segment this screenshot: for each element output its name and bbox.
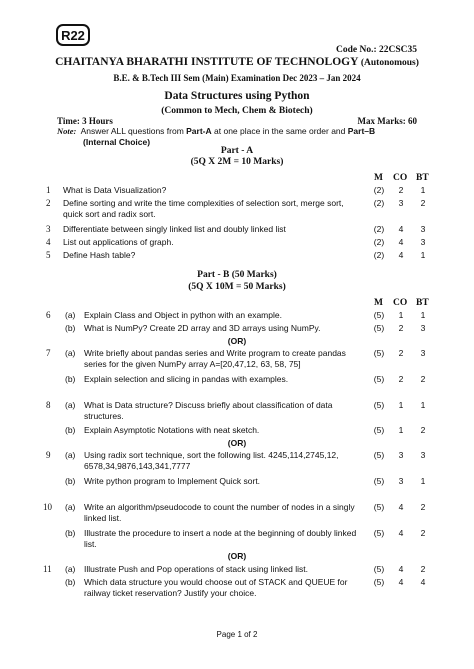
question-marks: (5) xyxy=(373,400,385,410)
question-bt: 3 xyxy=(420,348,426,358)
question-number: 4 xyxy=(46,237,51,247)
part-b-title: Part - B (50 Marks) xyxy=(197,270,277,280)
question-marks: (5) xyxy=(373,374,385,384)
question-number: 3 xyxy=(46,224,51,234)
sub-question-label: (a) xyxy=(65,400,76,410)
part-a-col-m: M xyxy=(374,173,383,183)
question-bt: 1 xyxy=(420,310,426,320)
question-co: 4 xyxy=(398,564,404,574)
sub-question-label: (b) xyxy=(65,577,76,587)
question-co: 2 xyxy=(398,374,404,384)
question-co: 3 xyxy=(398,450,404,460)
question-number: 1 xyxy=(46,185,51,195)
question-co: 3 xyxy=(398,476,404,486)
question-text: List out applications of graph. xyxy=(63,237,174,247)
question-text: Illustrate the procedure to insert a node at the beginning of doubly linked list. xyxy=(84,528,357,549)
institute-title: CHAITANYA BHARATHI INSTITUTE OF TECHNOLOGY xyxy=(55,56,358,68)
exam-duration: Time: 3 Hours xyxy=(57,116,113,126)
or-divider: (OR) xyxy=(227,551,247,561)
part-a-marks: (5Q X 2M = 10 Marks) xyxy=(190,157,284,167)
sub-question-label: (a) xyxy=(65,310,76,320)
question-text: Explain Class and Object in python with an example. xyxy=(84,310,282,320)
question-co: 4 xyxy=(398,250,404,260)
question-marks: (5) xyxy=(373,502,385,512)
question-text: Write python program to Implement Quick sort. xyxy=(84,476,261,486)
question-marks: (5) xyxy=(373,564,385,574)
note-label: Note: xyxy=(57,126,77,136)
question-bt: 1 xyxy=(420,476,426,486)
part-b-col-co: CO xyxy=(393,298,408,308)
sub-question-label: (a) xyxy=(65,450,76,460)
question-text: Using radix sort technique, sort the following list. 4245,114,2745,12, 6578,34,9876,143,341,7777 xyxy=(84,450,339,471)
sub-question-label: (b) xyxy=(65,323,76,333)
question-bt: 3 xyxy=(420,450,426,460)
question-co: 4 xyxy=(398,224,404,234)
part-a-col-co: CO xyxy=(393,173,408,183)
question-number: 11 xyxy=(43,564,52,574)
note-text-2: at one place in the same order and xyxy=(211,126,348,136)
question-co: 2 xyxy=(398,185,404,195)
question-bt: 2 xyxy=(420,374,426,384)
sub-question-label: (a) xyxy=(65,502,76,512)
question-bt: 1 xyxy=(420,400,426,410)
question-bt: 1 xyxy=(420,250,426,260)
question-number: 9 xyxy=(46,450,51,460)
question-marks: (5) xyxy=(373,577,385,587)
question-bt: 3 xyxy=(420,323,426,333)
question-co: 1 xyxy=(398,310,404,320)
note-part-a: Part-A xyxy=(186,126,212,136)
question-text: Write an algorithm/pseudocode to count the number of nodes in a singly linked list. xyxy=(84,502,355,523)
sub-question-label: (b) xyxy=(65,425,76,435)
instructions-note xyxy=(57,126,422,148)
sub-question-label: (a) xyxy=(65,348,76,358)
question-number: 7 xyxy=(46,348,51,358)
question-co: 2 xyxy=(398,348,404,358)
question-marks: (5) xyxy=(373,348,385,358)
question-number: 6 xyxy=(46,310,51,320)
regulation-badge: R22 xyxy=(56,24,90,46)
question-bt: 2 xyxy=(420,528,426,538)
question-marks: (5) xyxy=(373,310,385,320)
question-co: 4 xyxy=(398,577,404,587)
question-marks: (2) xyxy=(373,250,385,260)
course-code: Code No.: 22CSC35 xyxy=(335,45,417,55)
question-text: Explain selection and slicing in pandas with examples. xyxy=(84,374,289,384)
sub-question-label: (a) xyxy=(65,564,76,574)
part-b-marks: (5Q X 10M = 50 Marks) xyxy=(188,282,286,292)
question-marks: (2) xyxy=(373,224,385,234)
question-number: 10 xyxy=(43,502,52,512)
question-text: Differentiate between singly linked list and doubly linked list xyxy=(63,224,286,234)
note-text-3: (Internal Choice) xyxy=(83,137,151,147)
question-marks: (2) xyxy=(373,185,385,195)
question-bt: 3 xyxy=(420,224,426,234)
note-text-1: Answer ALL questions from xyxy=(80,126,187,136)
question-co: 2 xyxy=(398,323,404,333)
question-marks: (5) xyxy=(373,476,385,486)
question-text: Explain Asymptotic Notations with neat sketch. xyxy=(84,425,260,435)
institute-name xyxy=(0,56,474,68)
or-divider: (OR) xyxy=(227,336,247,346)
question-text: What is Data Visualization? xyxy=(63,185,167,195)
question-bt: 2 xyxy=(420,564,426,574)
question-co: 4 xyxy=(398,528,404,538)
question-text: Write briefly about pandas series and Write program to create pandas series for the given NumPy array A=[20,47,12, 63, 58, 75] xyxy=(84,348,346,369)
page-number: Page 1 of 2 xyxy=(216,630,258,639)
subject-title: Data Structures using Python xyxy=(164,90,310,102)
question-number: 8 xyxy=(46,400,51,410)
question-bt: 2 xyxy=(420,425,426,435)
question-co: 4 xyxy=(398,237,404,247)
question-co: 1 xyxy=(398,425,404,435)
question-bt: 3 xyxy=(420,237,426,247)
question-number: 2 xyxy=(46,198,51,208)
question-text: Define Hash table? xyxy=(63,250,136,260)
autonomous-label: (Autonomous) xyxy=(360,58,419,68)
question-co: 1 xyxy=(398,400,404,410)
common-branches: (Common to Mech, Chem & Biotech) xyxy=(161,106,313,116)
note-part-b: Part–B xyxy=(347,126,376,136)
part-a-col-bt: BT xyxy=(416,173,429,183)
question-text: Illustrate Push and Pop operations of stack using linked list. xyxy=(84,564,308,574)
question-marks: (5) xyxy=(373,425,385,435)
question-text: Define sorting and write the time complexities of selection sort, merge sort, quick sort and radix sort. xyxy=(63,198,344,219)
max-marks: Max Marks: 60 xyxy=(357,116,417,126)
or-divider: (OR) xyxy=(227,438,247,448)
question-marks: (2) xyxy=(373,237,385,247)
question-marks: (5) xyxy=(373,323,385,333)
question-text: What is Data structure? Discuss briefly about classification of data structures. xyxy=(84,400,333,421)
part-a-title: Part - A xyxy=(220,146,254,156)
question-co: 4 xyxy=(398,502,404,512)
question-text: Which data structure you would choose out of STACK and QUEUE for railway ticket reservation? Justify your choice. xyxy=(84,577,348,598)
question-number: 5 xyxy=(46,250,51,260)
question-text: What is NumPy? Create 2D array and 3D arrays using NumPy. xyxy=(84,323,321,333)
question-bt: 2 xyxy=(420,198,426,208)
question-bt: 1 xyxy=(420,185,426,195)
question-co: 3 xyxy=(398,198,404,208)
part-b-col-bt: BT xyxy=(416,298,429,308)
part-b-col-m: M xyxy=(374,298,383,308)
question-bt: 2 xyxy=(420,502,426,512)
question-marks: (5) xyxy=(373,528,385,538)
question-marks: (2) xyxy=(373,198,385,208)
question-marks: (5) xyxy=(373,450,385,460)
sub-question-label: (b) xyxy=(65,476,76,486)
sub-question-label: (b) xyxy=(65,528,76,538)
exam-title: B.E. & B.Tech III Sem (Main) Examination Dec 2023 – Jan 2024 xyxy=(113,73,361,83)
question-bt: 4 xyxy=(420,577,426,587)
sub-question-label: (b) xyxy=(65,374,76,384)
